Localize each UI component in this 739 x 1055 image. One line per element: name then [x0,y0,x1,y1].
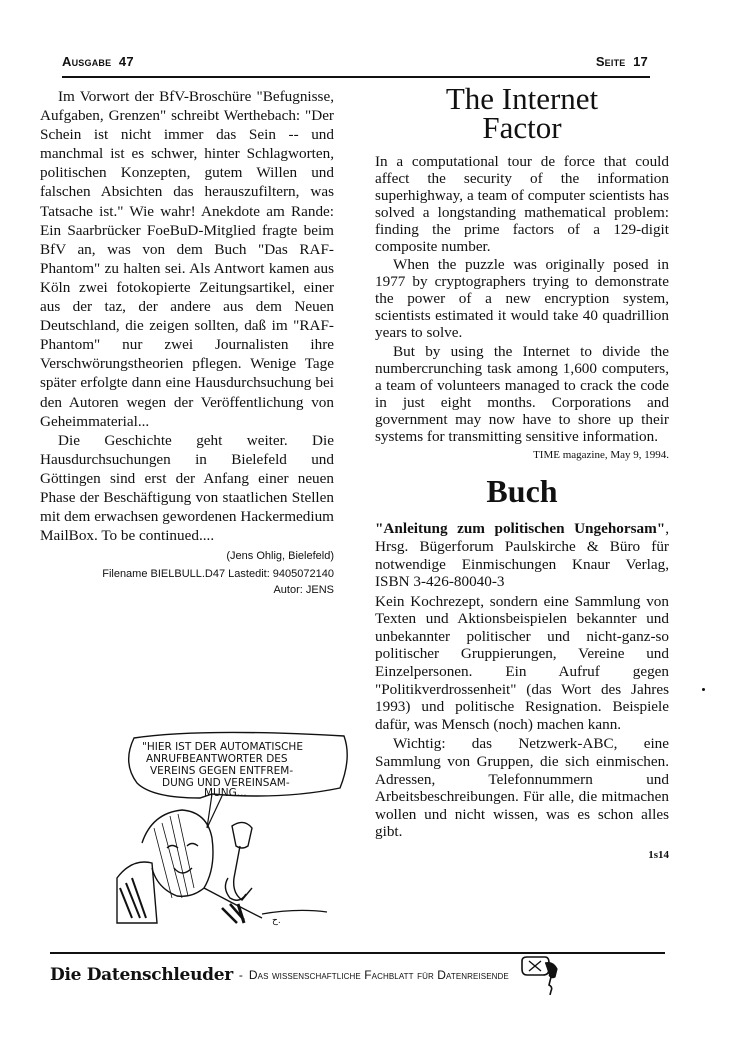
article-signature: (Jens Ohlig, Bielefeld) [226,550,334,563]
speech-line: DUNG UND VEREINSAM- [162,777,290,789]
article-title-line2: Factor [482,110,562,145]
left-paragraph: Die Geschichte geht weiter. Die Hausdurchsuchungen in Bielefeld und Göttingen sind erst der Anfang einer neuen Phase der Beschäftigung von staatlichen Stellen mit dem erwachsen gewordenen Hackermedium MailBox. To be continued.... [40,431,334,545]
issue-label [62,54,134,69]
speech-line: MUNG... [204,787,247,799]
footer-rule [50,952,665,954]
footer-tagline: Das wissenschaftliche Fachblatt für Datenreisende [248,968,509,982]
cartoon-drawing [112,728,352,928]
speech-line: ANRUFBEANTWORTER DES [146,753,288,765]
book-title: "Anleitung zum politischen Ungehorsam" [375,520,666,538]
internet-paragraph: When the puzzle was originally posed in 1977 by cryptographers trying to demonstrate the power of a new encryption system, scientists estimated it would take 40 quadrillion years to solve. [375,256,669,342]
book-paragraph: Kein Kochrezept, sondern eine Sammlung von Texten und Aktionsbeispielen bekannter und unbekannter politischer und nicht-ganz-so politischer Gruppierungen, Vereine und Einzelpersonen. Ein Aufruf gegen "Politikverdrossenheit" (das Wort des Jahres 1993) und politische Resignation. Beispiele dafür, was Mensch (noch) machen kann. [375,592,669,733]
speech-bubble-tail [207,794,222,828]
file-meta: Filename BIELBULL.D47 Lastedit: 9405072140 [102,568,334,581]
author-initials: 1s14 [648,849,669,861]
left-paragraph: Im Vorwort der BfV-Broschüre "Befugnisse, Aufgaben, Grenzen" schreibt Werthebach: "Der Schein ist nicht immer das Sein -- und manchmal ist es schwer, hinter Schlagworten, politischen Konzepten, gutem Willen und falschen Absichten das herauszufiltern, was Tatsache ist." Wie wahr! Anekdote am Rande: Ein Saarbrücker FoeBuD-Mitglied fragte beim BfV an, was von dem Buch "Das RAF-Phantom" zu halten sei. Als Antwort kamen aus Köln zwei fotokopierte Zeitungsartikel, einer aus der taz, der andere aus dem Neuen Deutschland, die zeigen sollten, daß im "RAF-Phantom" nur zwei Journalisten ihre Verschwörungstheorien pflegen. Wenige Tage später erfolgte dann eine Hausdurchsuchung bei den Autoren wegen der Veröffentlichung von Geheimmaterial... [40,88,334,430]
section-title-buch: Buch [486,473,558,510]
phone-handset-icon [225,822,252,923]
speech-line: VEREINS GEGEN ENTFREM- [150,765,294,777]
masthead: Die Datenschleuder [50,965,233,985]
speech-line: "HIER IST DER AUTOMATISCHE [142,741,303,753]
internet-paragraph: In a computational tour de force that could affect the security of the information superhighway, a team of computer scientists has solved a longstanding mathematical problem: finding the prime factors of a 129-digit composite number. [375,153,669,255]
page-footer [50,960,670,990]
book-citation [375,520,669,590]
chaos-knoten-logo-icon [519,955,561,995]
scan-speck [702,688,705,691]
artist-mark: ح. [272,916,281,926]
right-column [375,81,669,864]
left-article [40,87,334,598]
desk-line [262,910,327,914]
header-rule [62,76,650,78]
article-source: TIME magazine, May 9, 1994. [533,449,669,462]
speech-text [142,741,306,799]
cartoon-illustration [112,728,352,928]
internet-paragraph: But by using the Internet to divide the numbercrunching task among 1,600 computers, a team of volunteers managed to crack the code in just eight months. Corporations and government may now have to shore up their systems for transmitting sensitive information. [375,342,669,445]
footer-separator: - [238,968,243,982]
page-label-text: Seite [595,54,626,69]
article-title [375,81,669,145]
page-number: 17 [633,54,648,69]
author-meta: Autor: JENS [273,584,334,597]
man-figure [117,810,262,923]
page-number-label [596,54,648,69]
book-publisher-info: , Hrsg. Bügerforum Paulskirche & Büro für notwendige Einmischungen Knaur Verlag, ISBN 3-426-80040-3 [375,520,669,591]
page-header [62,52,650,74]
issue-number: 47 [118,54,134,69]
issue-label-text: Ausgabe [62,54,112,69]
article-title-line1: The Internet [445,81,599,116]
book-paragraph: Wichtig: das Netzwerk-ABC, eine Sammlung von Gruppen, die sich einmischen. Adressen, Telefonnummern und Arbeitsbeschreibungen. Für alle, die mitmachen wollen und nicht wissen, was es schon alles gibt. [375,735,669,841]
